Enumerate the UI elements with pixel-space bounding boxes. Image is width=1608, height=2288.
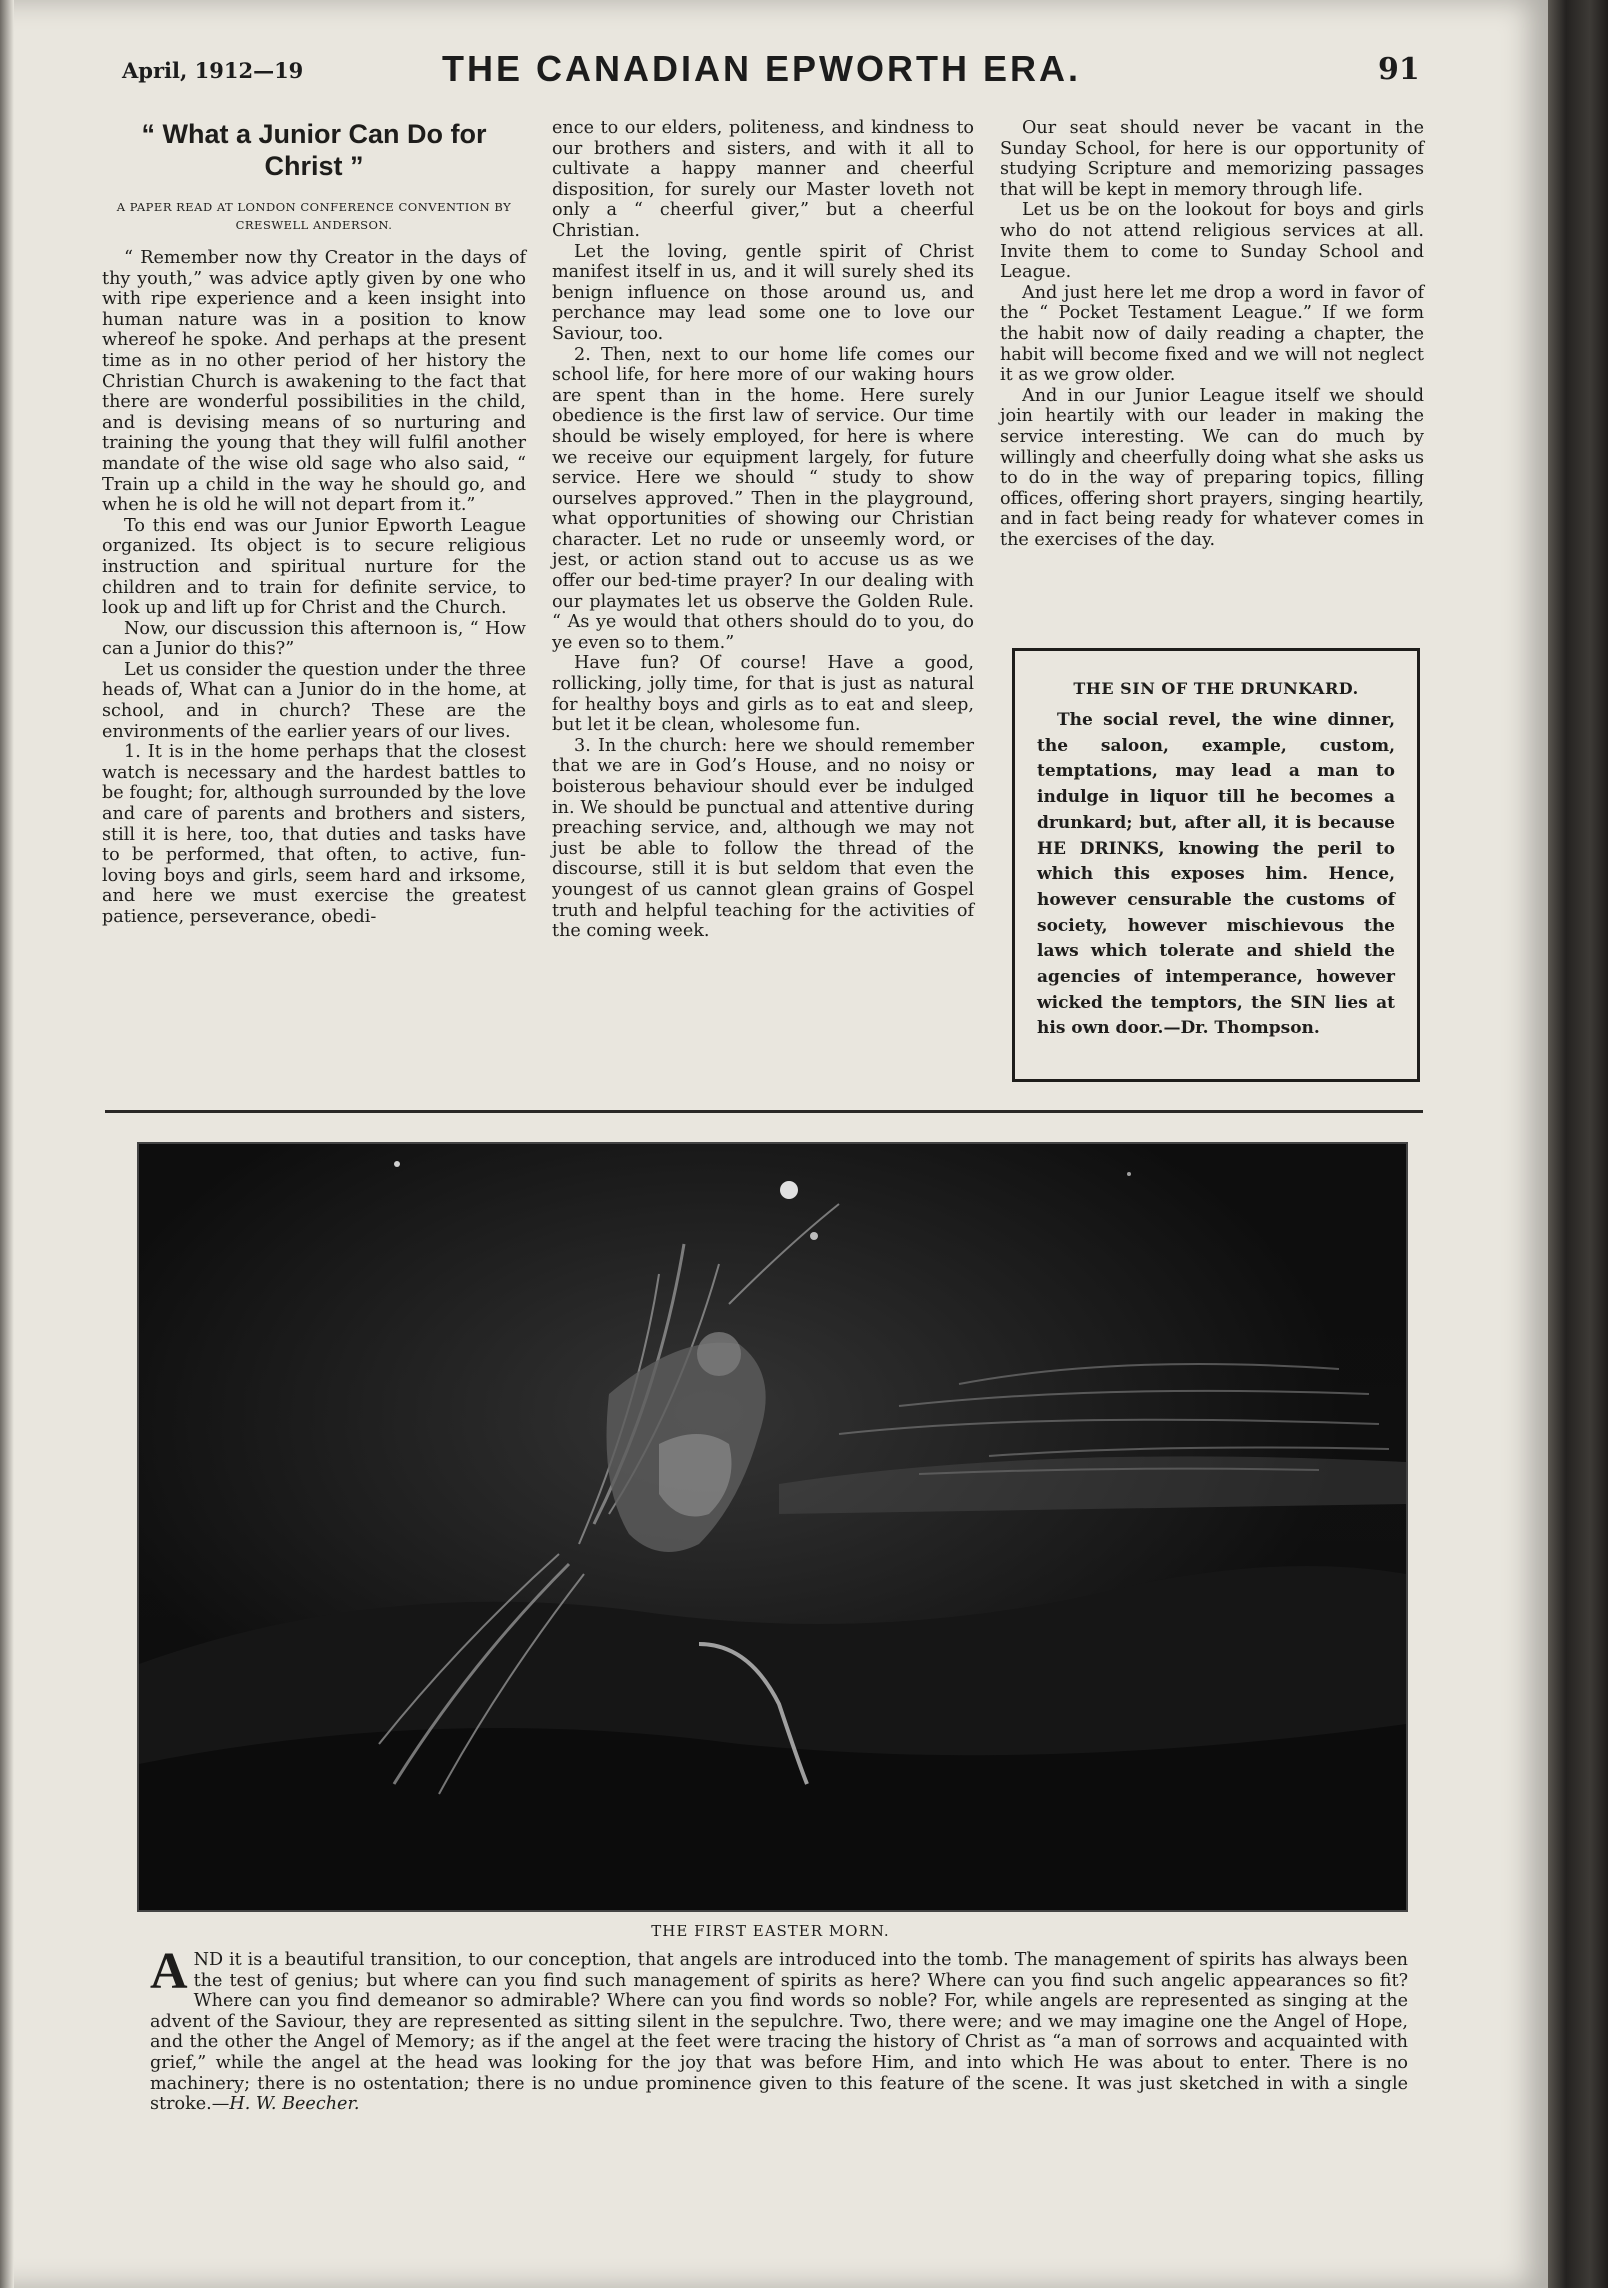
illustration-first-easter-morn xyxy=(137,1142,1408,1912)
article-title: “ What a Junior Can Do for Christ ” xyxy=(141,119,487,181)
paragraph: And in our Junior League itself we should join heartily with our leader in making the service interesting. We can do much by willingly and cheerfully doing what she asks us to do in the way of preparing topics, filling offices, offering short prayers, singing heartily, and in fact being ready for whatever comes in the exercises of the day. xyxy=(1000,385,1424,550)
paragraph: Now, our discussion this afternoon is, “ How can a Junior do this?” xyxy=(102,618,526,660)
paragraph: “ Remember now thy Creator in the days of thy youth,” was advice aptly given by one who with ripe experience and a keen insight into human nature was in a position to know whereof he spoke. And perhaps at the present time as in no other period of her history the Christian Church is awakening to the fact that there are wonderful possibilities in the child, and is devising means of so nurturing and training the young that they will fulfil another mandate of the wise old sage who also said, “ Train up a child in the way he should go, and when he is old he will not depart from it.” xyxy=(102,248,526,516)
article-column-2 xyxy=(552,118,974,942)
excerpt-author: H. W. Beecher. xyxy=(229,2094,360,2115)
box-title: THE SIN OF THE DRUNKARD. xyxy=(1073,679,1359,698)
running-header xyxy=(122,48,1422,98)
paragraph: And just here let me drop a word in favor of the “ Pocket Testament League.” If we form the habit now of daily reading a chapter, the habit will become fixed and we will not neglect it as we grow older. xyxy=(1000,282,1424,386)
illustration-caption: THE FIRST EASTER MORN. xyxy=(651,1922,890,1940)
paragraph: Let the loving, gentle spirit of Christ manifest itself in us, and it will surely shed its benign influence on those around us, and perchance may lead some one to love our Saviour, too. xyxy=(552,241,974,344)
page-number: 91 xyxy=(1378,52,1420,87)
drop-cap: A xyxy=(150,1943,188,2000)
paragraph: 1. It is in the home perhaps that the closest watch is necessary and the hardest battles to be fought; for, although surrounded by the love and care of parents and brothers and sisters, still it is here, too, that duties and tasks have to be performed, that often, to active, fun-loving boys and girls, seem hard and irksome, and here we must exercise the greatest patience, perseverance, obedi- xyxy=(102,742,526,927)
page-edge-shadow xyxy=(0,0,14,2288)
illustration-artwork xyxy=(139,1144,1406,1910)
paragraph: 3. In the church: here we should remember that we are in God’s House, and no noisy or boisterous behaviour should ever be indulged in. We should be punctual and attentive during preaching service, and, although we may not just be able to follow the thread of the discourse, still it is but seldom that even the youngest of us cannot glean grains of Gospel truth and helpful teaching for the activities of the coming week. xyxy=(552,735,974,942)
paragraph: To this end was our Junior Epworth League organized. Its object is to secure religious instruction and spiritual nurture for the children and to train for definite service, to look up and lift up for Christ and the Church. xyxy=(102,515,526,619)
paragraph: Our seat should never be vacant in the Sunday School, for here is our opportunity of studying Scripture and memorizing passages that will be kept in memory through life. xyxy=(1000,118,1424,200)
book-binding xyxy=(1548,0,1608,2288)
paragraph: ence to our elders, politeness, and kindness to our brothers and sisters, and with it all to cultivate a happy manner and cheerful disposition, for surely our Master loveth not only a “ cheerful giver,” but a cheerful Christian. xyxy=(552,118,974,241)
paragraph: Let us consider the question under the three heads of, What can a Junior do in the home, at school, and in church? These are the environments of the earlier years of our lives. xyxy=(102,659,526,742)
excerpt-text: ND it is a beautiful transition, to our conception, that angels are introduced into the tomb. The management of spirits has always been the test of genius; but where can you find such management of spirits as here? Where can you find such angelic appearances so fit? Where can you find demeanor so admirable? Where can you find words so noble? For, while angels are represented as singing at the advent of the Saviour, they are represented as sitting silent in the sepulchre. Two, there were; and we may imagine one the Angel of Hope, and the other the Angel of Memory; as if the angel at the feet were tracing the history of Christ as “a man of sorrows and acquainted with grief,” while the angel at the head was looking for the joy that was before Him, and into which He was about to enter. There is no machinery; there is no ostentation; there is no undue prominence given to this feature of the scene. It was just sketched in with a single stroke.— xyxy=(150,1950,1408,2115)
publication-title: THE CANADIAN EPWORTH ERA. xyxy=(442,48,1081,89)
article-column-1 xyxy=(102,118,526,928)
article-column-3 xyxy=(1000,118,1424,550)
box-text: The social revel, the wine dinner, the saloon, example, custom, temptations, may lead a man to indulge in liquor till he becomes a drunkard; but, after all, it is because HE DRINKS, knowing the peril to which this exposes him. Hence, however censurable the customs of society, however mischievous the laws which tolerate and shield the agencies of intemperance, however wicked the temptors, the SIN lies at his own door.—Dr. Thompson. xyxy=(1037,710,1395,1039)
paragraph: Have fun? Of course! Have a good, rollicking, jolly time, for that is just as natural for healthy boys and girls as to eat and sleep, but let it be clean, wholesome fun. xyxy=(552,653,974,736)
article-subtitle: A PAPER READ AT LONDON CONFERENCE CONVENTION BY CRESWELL ANDERSON. xyxy=(116,200,512,232)
paragraph: 2. Then, next to our home life comes our school life, for here more of our waking hours are spent than in the home. Here surely obedience is the first law of service. Our time should be wisely employed, for here is where we receive our equipment largely, for future service. Here we should “ study to show ourselves approved.” Then in the playground, what opportunities of showing our Christian character. Let no rude or unseemly word, or jest, or action stand out to accuse us as we offer our bed-time prayer? In our dealing with our playmates let us observe the Golden Rule. “ As ye would that others should do to you, do ye even so to them.” xyxy=(552,344,974,653)
beecher-excerpt xyxy=(150,1943,1408,2115)
horizontal-rule xyxy=(105,1110,1423,1113)
sidebar-box xyxy=(1012,648,1420,1082)
header-date: April, 1912—19 xyxy=(122,58,304,83)
paragraph: Let us be on the lookout for boys and girls who do not attend religious services at all. Invite them to come to Sunday School and League. xyxy=(1000,200,1424,283)
